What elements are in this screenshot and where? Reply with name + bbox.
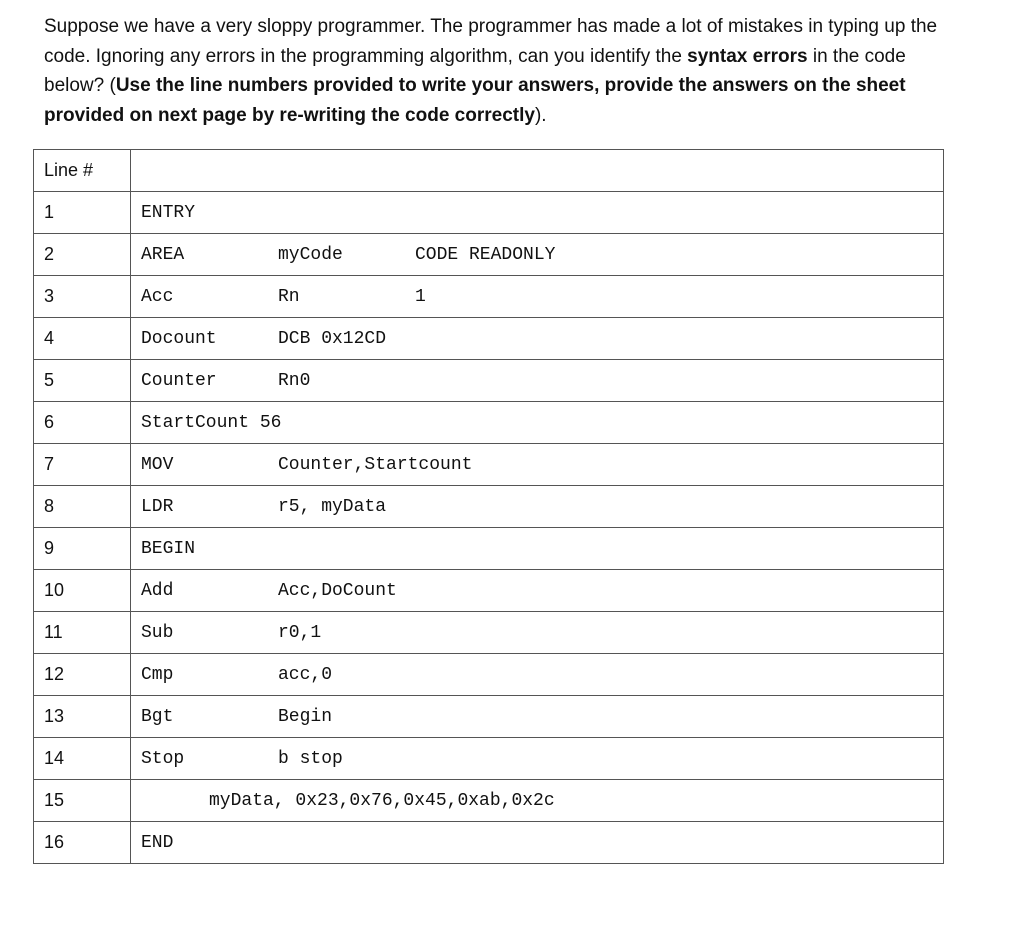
line-number: 1 xyxy=(34,192,131,234)
prompt-bold-instructions: Use the line numbers provided to write your answers, provide the answers on the sheet provided on next page by re-writing the code correctly xyxy=(44,75,906,126)
table-row xyxy=(34,318,944,360)
line-number: 3 xyxy=(34,276,131,318)
code-mnemonic: Counter xyxy=(141,370,217,391)
code-cell xyxy=(131,738,944,780)
table-header-row xyxy=(34,150,944,192)
line-number: 14 xyxy=(34,738,131,780)
code-cell xyxy=(131,234,944,276)
table-row xyxy=(34,780,944,822)
code-cell xyxy=(131,822,944,864)
line-number: 10 xyxy=(34,570,131,612)
code-operand: r5, myData xyxy=(278,496,387,517)
code-mnemonic: Cmp xyxy=(141,664,174,685)
line-number: 6 xyxy=(34,402,131,444)
table-row xyxy=(34,234,944,276)
code-operand: myCode xyxy=(278,244,343,265)
code-mnemonic: Acc xyxy=(141,286,174,307)
code-operand: Counter,Startcount xyxy=(278,454,473,475)
line-number: 4 xyxy=(34,318,131,360)
code-cell xyxy=(131,570,944,612)
line-number: 16 xyxy=(34,822,131,864)
code-mnemonic: BEGIN xyxy=(141,538,196,559)
code-operand: Rn xyxy=(278,286,300,307)
line-number: 12 xyxy=(34,654,131,696)
code-cell xyxy=(131,192,944,234)
code-cell xyxy=(131,654,944,696)
code-operand: Rn0 xyxy=(278,370,311,391)
table-row xyxy=(34,654,944,696)
table-row xyxy=(34,528,944,570)
code-cell xyxy=(131,276,944,318)
code-mnemonic: StartCount 56 xyxy=(141,412,282,433)
code-mnemonic: LDR xyxy=(141,496,174,517)
table-row xyxy=(34,570,944,612)
code-cell xyxy=(131,486,944,528)
code-cell xyxy=(131,444,944,486)
code-operand: acc,0 xyxy=(278,664,333,685)
code-operand: b stop xyxy=(278,748,343,769)
prompt-text-2: in the code below? ( xyxy=(44,45,906,96)
table-row xyxy=(34,360,944,402)
table-row xyxy=(34,192,944,234)
code-cell xyxy=(131,696,944,738)
code-attributes: CODE READONLY xyxy=(415,244,556,265)
table-row xyxy=(34,738,944,780)
line-number: 8 xyxy=(34,486,131,528)
code-line: myData, 0x23,0x76,0x45,0xab,0x2c xyxy=(209,790,555,811)
line-number: 7 xyxy=(34,444,131,486)
code-attributes: 1 xyxy=(415,286,426,307)
prompt-text-3: ). xyxy=(534,104,547,126)
code-mnemonic: Add xyxy=(141,580,174,601)
code-operand: Acc,DoCount xyxy=(278,580,397,601)
code-mnemonic: END xyxy=(141,832,174,853)
table-row xyxy=(34,444,944,486)
code-header-cell xyxy=(131,150,944,192)
code-mnemonic: MOV xyxy=(141,454,174,475)
table-row xyxy=(34,822,944,864)
line-number-header: Line # xyxy=(34,150,131,192)
code-cell xyxy=(131,528,944,570)
code-mnemonic: Sub xyxy=(141,622,174,643)
code-mnemonic: Bgt xyxy=(141,706,174,727)
code-mnemonic: AREA xyxy=(141,244,185,265)
prompt-text-1: Suppose we have a very sloppy programmer. The programmer has made a lot of mistakes in typing up the code. Ignoring any errors in the programming algorithm, can you identify the xyxy=(44,16,938,67)
code-cell xyxy=(131,318,944,360)
code-operand: DCB 0x12CD xyxy=(278,328,387,349)
table-row xyxy=(34,612,944,654)
line-number: 9 xyxy=(34,528,131,570)
prompt-bold-syntax-errors: syntax errors xyxy=(687,45,808,67)
code-operand: Begin xyxy=(278,706,333,727)
line-number: 15 xyxy=(34,780,131,822)
code-mnemonic: Stop xyxy=(141,748,185,769)
code-cell xyxy=(131,402,944,444)
line-number: 13 xyxy=(34,696,131,738)
code-mnemonic: Docount xyxy=(141,328,217,349)
code-cell xyxy=(131,780,944,822)
line-number: 5 xyxy=(34,360,131,402)
line-number: 11 xyxy=(34,612,131,654)
code-operand: r0,1 xyxy=(278,622,322,643)
code-cell xyxy=(131,360,944,402)
code-table xyxy=(33,149,944,864)
code-cell xyxy=(131,612,944,654)
table-row xyxy=(34,486,944,528)
line-number: 2 xyxy=(34,234,131,276)
code-mnemonic: ENTRY xyxy=(141,202,196,223)
table-row xyxy=(34,696,944,738)
table-row xyxy=(34,402,944,444)
table-row xyxy=(34,276,944,318)
question-prompt xyxy=(44,12,964,130)
